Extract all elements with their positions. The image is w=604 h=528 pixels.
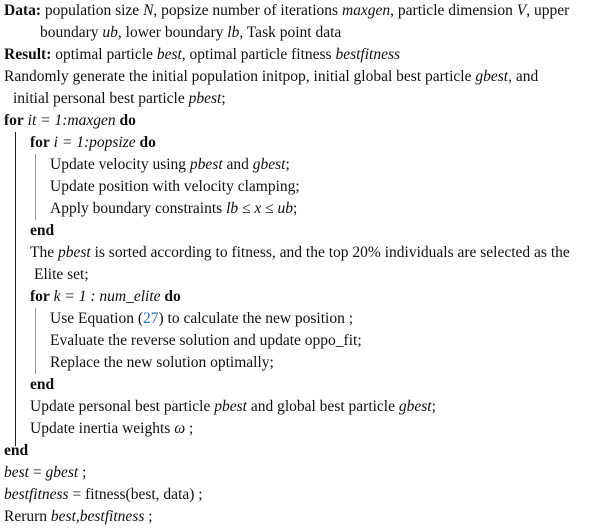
update-velocity-line: Update velocity using pbest and gbest; (50, 156, 290, 173)
init-line-1: Randomly generate the initial population initpop, initial global best particle gbest, and (4, 68, 539, 85)
assign-fitness-line: bestfitness = fitness(best, data) ; (4, 486, 203, 503)
evaluate-reverse-line: Evaluate the reverse solution and update oppo_fit; (50, 332, 362, 349)
outer-loop-rule (15, 132, 16, 446)
sort-line-2: Elite set; (34, 266, 89, 283)
assign-best-line: best = gbest ; (4, 464, 87, 481)
inner-for-line: for i = 1:popsize do (30, 134, 156, 151)
sort-line-1: The pbest is sorted according to fitness, and the top 20% individuals are selected as the (30, 244, 570, 261)
elite-for-line: for k = 1 : num_elite do (30, 288, 181, 305)
init-line-2: initial personal best particle pbest; (13, 90, 226, 107)
update-inertia-line: Update inertia weights ω ; (30, 420, 194, 437)
result-line: Result: optimal particle best, optimal particle fitness bestfitness (4, 46, 401, 63)
elite-loop-rule (35, 308, 36, 374)
result-label: Result: (4, 46, 52, 63)
inner-loop-rule (35, 154, 36, 220)
data-line-2: boundary ub, lower boundary lb, Task point data (40, 24, 342, 41)
return-line: Rerurn best,bestfitness ; (4, 508, 153, 525)
data-label: Data: (4, 2, 42, 19)
update-position-line: Update position with velocity clamping; (50, 178, 300, 195)
use-equation-line: Use Equation (27) to calculate the new position ; (50, 310, 354, 327)
outer-for-line: for it = 1:maxgen do (4, 112, 136, 129)
inner-end: end (30, 222, 55, 239)
outer-end: end (4, 442, 29, 459)
data-line-1: Data: population size N, popsize number of iterations maxgen, particle dimension V, upper (4, 2, 570, 19)
replace-solution-line: Replace the new solution optimally; (50, 354, 274, 371)
elite-end: end (30, 376, 55, 393)
equation-reference-link[interactable]: 27 (142, 310, 159, 327)
update-best-line: Update personal best particle pbest and global best particle gbest; (30, 398, 436, 415)
boundary-constraint-line: Apply boundary constraints lb ≤ x ≤ ub; (50, 200, 298, 217)
